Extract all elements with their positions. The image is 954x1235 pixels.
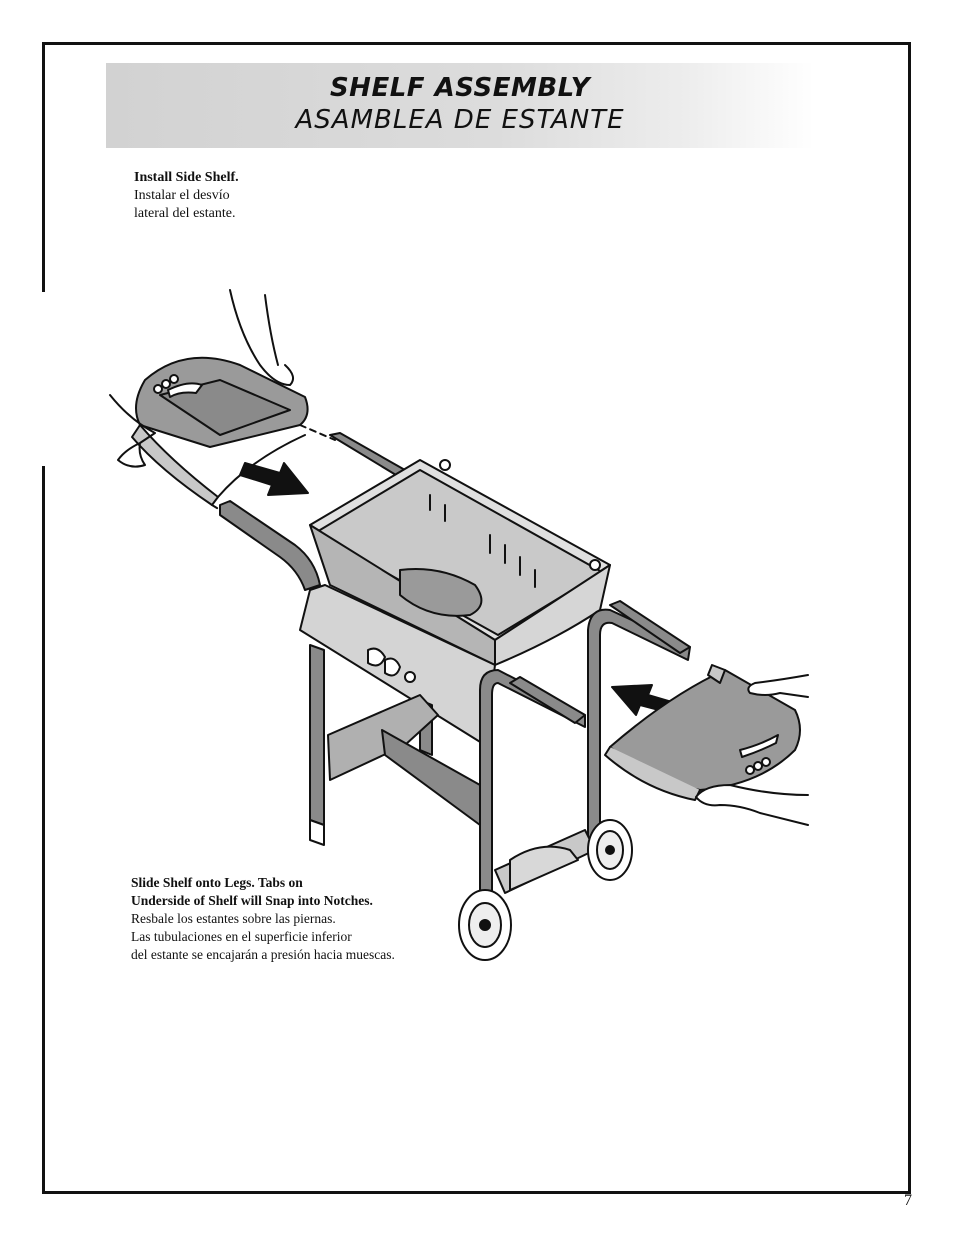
grill-shelf-assembly-illustration <box>100 285 820 975</box>
page-number: 7 <box>904 1192 912 1209</box>
step1-title-english: Install Side Shelf. <box>134 170 239 185</box>
arrow-right <box>240 463 308 495</box>
page-title-english: SHELF ASSEMBLY <box>329 73 591 103</box>
step1-text-spanish-line1: Instalar el desvío <box>134 188 230 203</box>
frame-left-border-bottom <box>42 466 45 1192</box>
page-title-spanish: ASAMBLEA DE ESTANTE <box>295 105 625 135</box>
step1-text-spanish-line2: lateral del estante. <box>134 206 236 221</box>
hand-right-top <box>748 675 808 697</box>
step2-text-english-line2: Underside of Shelf will Snap into Notches. <box>131 893 373 908</box>
hand-right-bottom <box>696 785 808 825</box>
step2-text-spanish-line3: del estante se encajarán a presión hacia muescas. <box>131 947 395 962</box>
step-install-side-shelf <box>134 169 334 223</box>
grill-wheel-back <box>588 820 632 880</box>
step2-text-spanish-line1: Resbale los estantes sobre las piernas. <box>131 911 336 926</box>
step-slide-shelf-onto-legs <box>131 874 471 964</box>
step2-text-spanish-line2: Las tubulaciones en el superficie inferior <box>131 929 352 944</box>
frame-left-border-top <box>42 42 45 292</box>
step2-text-english-line1: Slide Shelf onto Legs. Tabs on <box>131 875 303 890</box>
title-banner <box>106 63 814 148</box>
